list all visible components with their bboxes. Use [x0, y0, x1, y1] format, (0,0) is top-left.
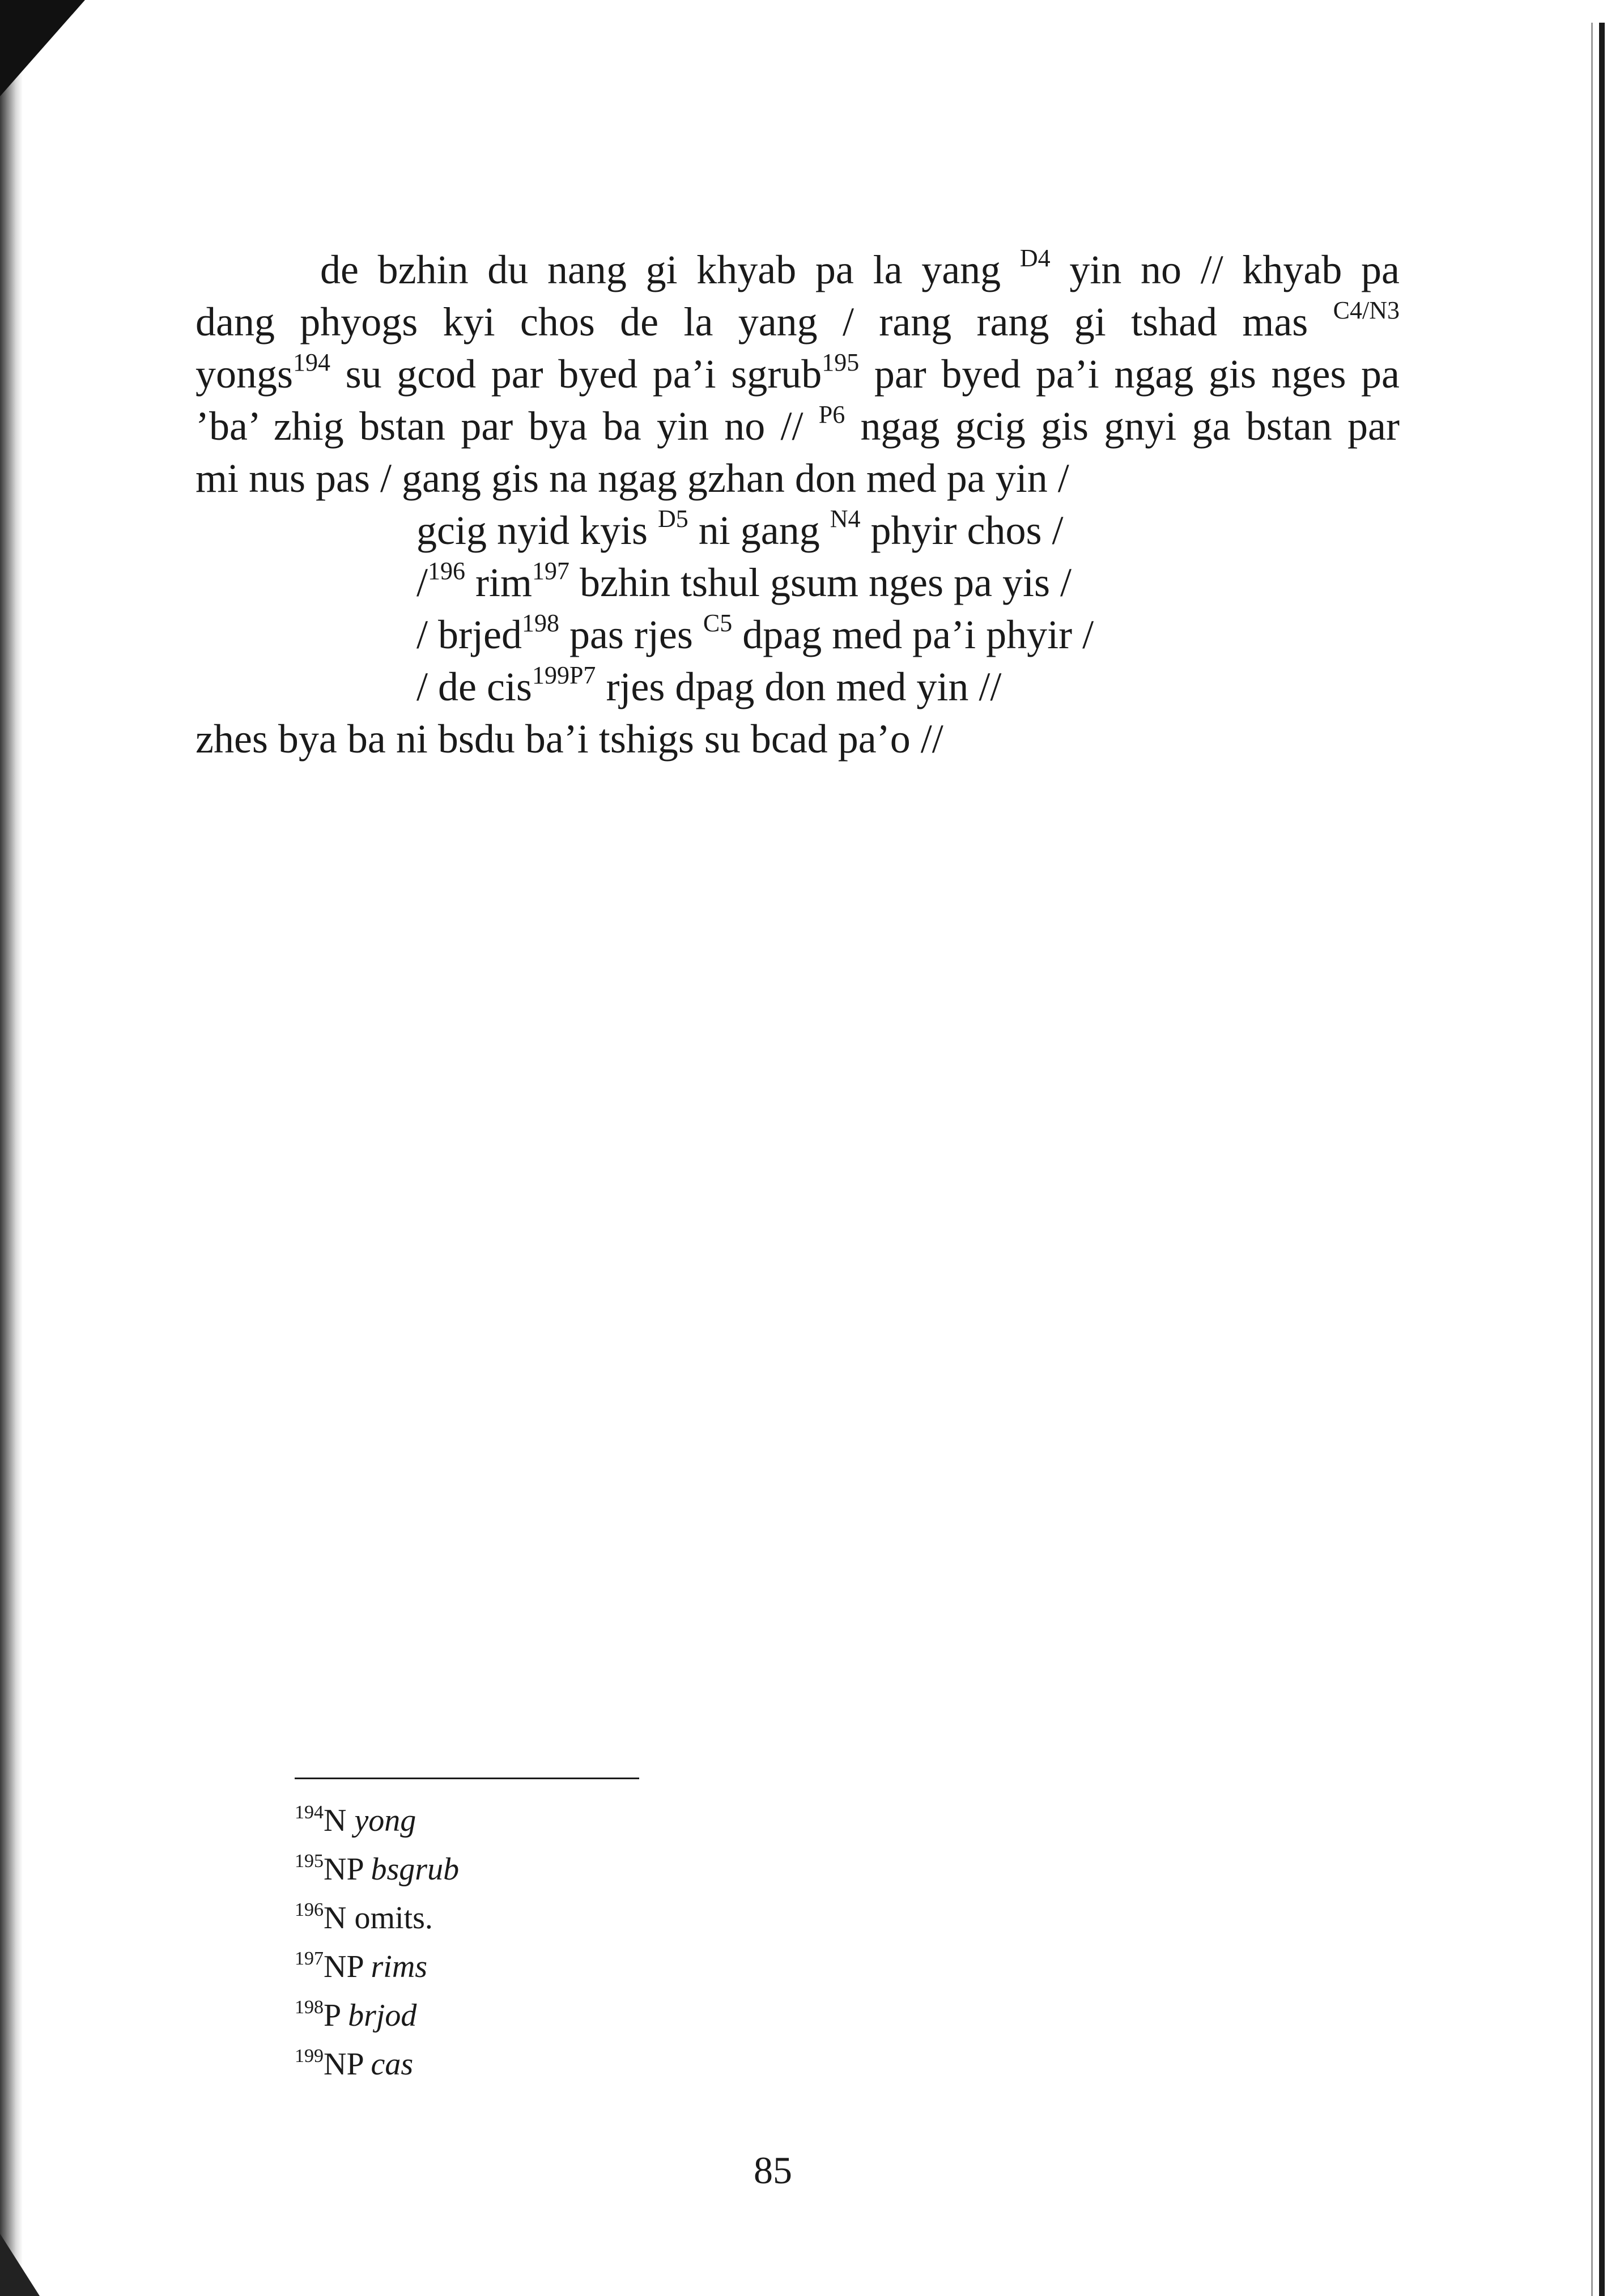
- footnote-reading: bsgrub: [371, 1852, 460, 1887]
- footnote-ref[interactable]: 195: [822, 348, 860, 376]
- verse-line-2: [195, 556, 1400, 609]
- footnote-194: [295, 1796, 459, 1845]
- siglum-marker: C4/N3: [1333, 296, 1400, 324]
- text-line-1: [195, 244, 1400, 296]
- footnote-ref[interactable]: 197: [532, 557, 569, 585]
- text-line-3: [195, 348, 1400, 400]
- footnote-reading: yong: [354, 1803, 416, 1838]
- footnote-195: [295, 1845, 459, 1894]
- footnote-number: 195: [295, 1851, 324, 1872]
- footnote-witness: N: [324, 1900, 347, 1936]
- footnote-number: 196: [295, 1899, 324, 1920]
- footnote-199: [295, 2040, 459, 2089]
- verse-segment: /: [416, 560, 428, 605]
- text-segment: par byed pa’i ngag gis nges pa: [859, 351, 1400, 397]
- footnote-number: 198: [295, 1997, 324, 2018]
- verse-segment: rjes dpag don med yin //: [596, 664, 1002, 709]
- verse-segment: / brjed: [416, 612, 522, 657]
- footnote-reading: brjod: [348, 1998, 417, 2033]
- main-text: [195, 244, 1400, 765]
- siglum-marker: P6: [818, 401, 845, 428]
- text-segment: mi nus pas / gang gis na ngag gzhan don med pa yin /: [195, 456, 1069, 501]
- verse-line-3: [195, 609, 1400, 661]
- page-number: 85: [754, 2149, 792, 2192]
- footnote-number: 197: [295, 1948, 324, 1969]
- closing-text: zhes bya ba ni bsdu ba’i tshigs su bcad pa’o //: [195, 716, 943, 762]
- verse-segment: rim: [465, 560, 532, 605]
- siglum-marker: P7: [569, 661, 596, 689]
- siglum-marker: D4: [1019, 244, 1051, 272]
- text-segment: su gcod par byed pa’i sgrub: [330, 351, 822, 397]
- siglum-marker: N4: [830, 505, 861, 533]
- verse-segment: ni gang: [688, 508, 830, 553]
- scan-right-edge: [1599, 23, 1605, 2296]
- footnote-ref[interactable]: 198: [521, 609, 559, 637]
- text-segment: yin no // khyab pa: [1050, 247, 1400, 292]
- verse-segment: phyir chos /: [860, 508, 1064, 553]
- footnote-number: 194: [295, 1802, 324, 1823]
- verse-segment: pas rjes: [559, 612, 703, 657]
- footnote-witness: NP: [324, 1949, 363, 1984]
- scan-top-corner: [0, 0, 85, 96]
- footnote-197: [295, 1942, 459, 1991]
- footnote-ref[interactable]: 196: [428, 557, 466, 585]
- scan-bottom-corner: [0, 2234, 40, 2296]
- verse-segment: dpag med pa’i phyir /: [732, 612, 1094, 657]
- footnote-note: omits.: [354, 1900, 433, 1936]
- text-segment: ngag gcig gis gnyi ga bstan par: [845, 403, 1400, 449]
- scan-right-edge-light: [1591, 23, 1593, 2296]
- footnote-witness: NP: [324, 1852, 363, 1887]
- footnote-divider: [295, 1778, 639, 1779]
- footnote-witness: N: [324, 1803, 347, 1838]
- footnote-ref[interactable]: 199: [532, 661, 569, 689]
- footnotes: [295, 1796, 459, 2089]
- text-segment: ’ba’ zhig bstan par bya ba yin no //: [195, 403, 819, 449]
- text-line-2: [195, 296, 1400, 348]
- footnote-reading: rims: [371, 1949, 428, 1984]
- verse-segment: gcig nyid kyis: [416, 508, 658, 553]
- footnote-reading: cas: [371, 2047, 414, 2082]
- footnote-196: [295, 1894, 459, 1942]
- verse-segment: / de cis: [416, 664, 532, 709]
- footnote-198: [295, 1991, 459, 2040]
- footnote-ref[interactable]: 194: [293, 348, 331, 376]
- text-line-5: [195, 452, 1400, 504]
- verse-line-4: [195, 661, 1400, 713]
- text-segment: de bzhin du nang gi khyab pa la yang: [320, 247, 1020, 292]
- scan-left-edge: [0, 0, 23, 2296]
- text-segment: dang phyogs kyi chos de la yang / rang rang gi tshad mas: [195, 299, 1333, 345]
- text-line-4: [195, 400, 1400, 452]
- verse-line-1: [195, 504, 1400, 556]
- siglum-marker: C5: [703, 609, 733, 637]
- closing-line: [195, 713, 1400, 765]
- footnote-witness: P: [324, 1998, 341, 2033]
- footnote-number: 199: [295, 2046, 324, 2067]
- verse-segment: bzhin tshul gsum nges pa yis /: [569, 560, 1072, 605]
- text-segment: yongs: [195, 351, 294, 397]
- footnote-witness: NP: [324, 2047, 363, 2082]
- siglum-marker: D5: [658, 505, 688, 533]
